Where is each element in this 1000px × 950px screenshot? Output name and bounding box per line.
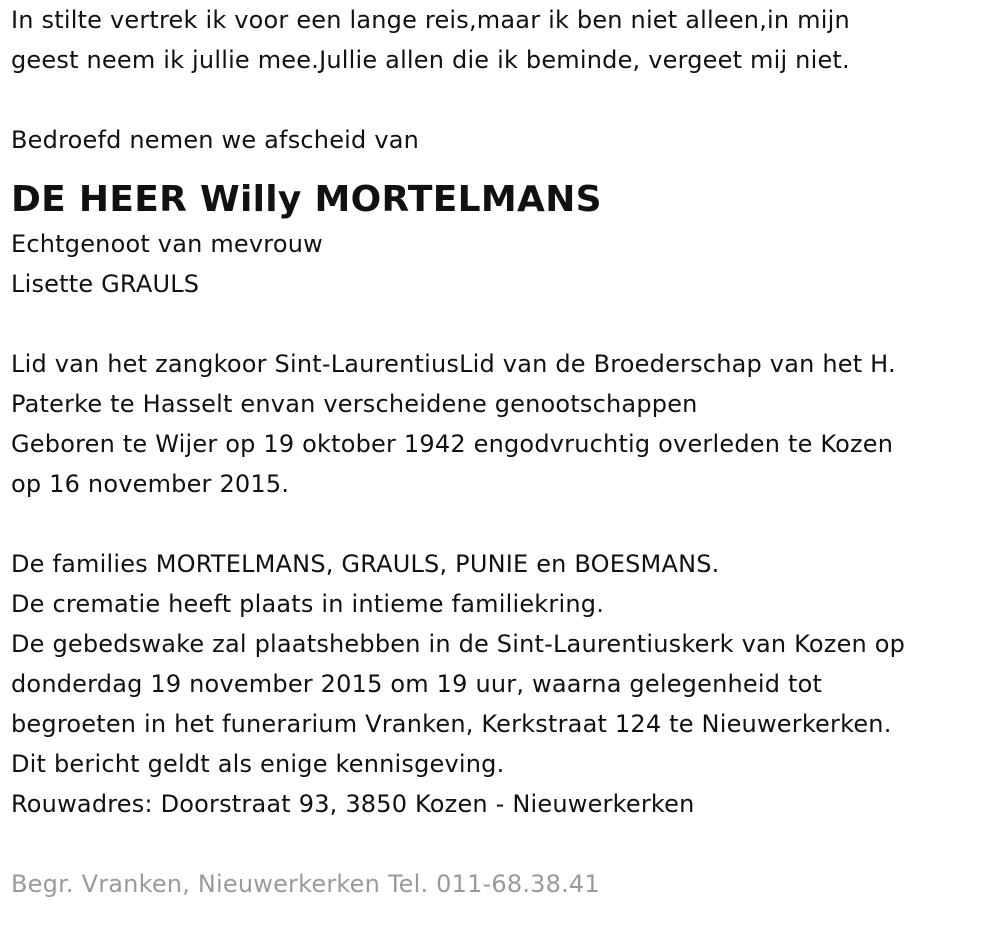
spacer (11, 80, 991, 120)
family-line-5: begroeten in het funerarium Vranken, Kerkstraat 124 te Nieuwerkerken. (11, 710, 892, 738)
deceased-name: DE HEER Willy MORTELMANS (11, 179, 602, 220)
family-line-6: Dit bericht geldt als enige kennisgeving. (11, 750, 505, 778)
spacer (11, 824, 991, 864)
funeral-home-footer: Begr. Vranken, Nieuwerkerken Tel. 011-68.38.41 (11, 870, 600, 898)
obituary-notice (11, 0, 991, 904)
family-line-2: De crematie heeft plaats in intieme familiekring. (11, 590, 605, 618)
family-line-3: De gebedswake zal plaatshebben in de Sint-Laurentiuskerk van Kozen op (11, 630, 906, 658)
intro-line-2: geest neem ik jullie mee.Jullie allen die ik beminde, vergeet mij niet. (11, 46, 850, 74)
details-line-4: op 16 november 2015. (11, 470, 290, 498)
family-line-7: Rouwadres: Doorstraat 93, 3850 Kozen - Nieuwerkerken (11, 790, 695, 818)
spacer (11, 304, 991, 344)
details-line-1: Lid van het zangkoor Sint-LaurentiusLid van de Broederschap van het H. (11, 350, 896, 378)
intro-line-1: In stilte vertrek ik voor een lange reis,maar ik ben niet alleen,in mijn (11, 6, 850, 34)
details-line-3: Geboren te Wijer op 19 oktober 1942 engodvruchtig overleden te Kozen (11, 430, 894, 458)
spacer (11, 504, 991, 544)
farewell-text: Bedroefd nemen we afscheid van (11, 126, 420, 154)
spouse-line-1: Echtgenoot van mevrouw (11, 230, 323, 258)
spouse-line-2: Lisette GRAULS (11, 270, 200, 298)
family-line-1: De families MORTELMANS, GRAULS, PUNIE en BOESMANS. (11, 550, 720, 578)
details-line-2: Paterke te Hasselt envan verscheidene genootschappen (11, 390, 698, 418)
family-line-4: donderdag 19 november 2015 om 19 uur, waarna gelegenheid tot (11, 670, 823, 698)
